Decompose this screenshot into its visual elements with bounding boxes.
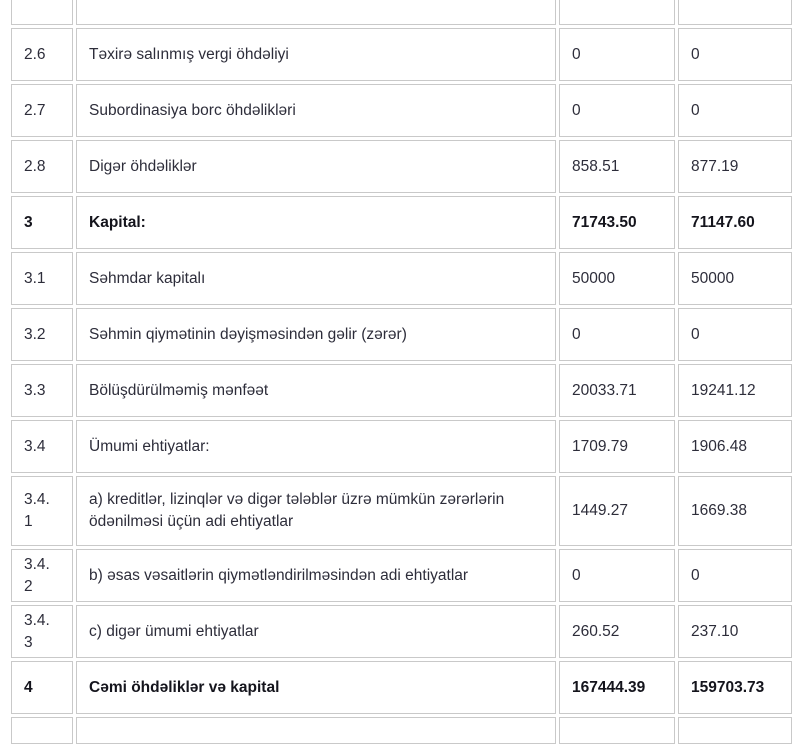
row-value1-cell: 858.51	[559, 140, 675, 193]
row-number-cell: 3.4.2	[11, 549, 73, 602]
row-label-cell	[76, 0, 556, 25]
row-value2-cell: 0	[678, 549, 792, 602]
row-number-cell: 2.8	[11, 140, 73, 193]
row-value1-cell	[559, 717, 675, 744]
row-value1-cell: 0	[559, 549, 675, 602]
row-label-cell: Bölüşdürülməmiş mənfəət	[76, 364, 556, 417]
row-label-cell: Təxirə salınmış vergi öhdəliyi	[76, 28, 556, 81]
row-value2-cell: 877.19	[678, 140, 792, 193]
row-label-cell: Ümumi ehtiyatlar:	[76, 420, 556, 473]
row-number-cell: 3.4.3	[11, 605, 73, 658]
table-row	[11, 140, 792, 193]
row-number-cell: 4	[11, 661, 73, 714]
table-row-section-total	[11, 196, 792, 249]
table-row	[11, 84, 792, 137]
row-number-cell: 3.1	[11, 252, 73, 305]
row-number-cell: 3.2	[11, 308, 73, 361]
row-value1-cell: 0	[559, 84, 675, 137]
row-number-cell: 2.7	[11, 84, 73, 137]
row-value1-cell: 1709.79	[559, 420, 675, 473]
row-label-cell: Cəmi öhdəliklər və kapital	[76, 661, 556, 714]
row-label-cell: Səhmin qiymətinin dəyişməsindən gəlir (zərər)	[76, 308, 556, 361]
row-value1-cell: 71743.50	[559, 196, 675, 249]
row-number-cell: 3.4.1	[11, 476, 73, 546]
row-number-cell	[11, 717, 73, 744]
table-row	[11, 28, 792, 81]
row-value2-cell: 237.10	[678, 605, 792, 658]
row-value1-cell	[559, 0, 675, 25]
row-value1-cell: 1449.27	[559, 476, 675, 546]
row-value2-cell: 50000	[678, 252, 792, 305]
row-value2-cell: 19241.12	[678, 364, 792, 417]
table-row	[11, 549, 792, 602]
row-value2-cell: 1906.48	[678, 420, 792, 473]
row-value2-cell: 0	[678, 28, 792, 81]
table-row-cutoff-top	[11, 0, 792, 25]
row-number-cell	[11, 0, 73, 25]
table-row	[11, 605, 792, 658]
table-row-cutoff-bottom	[11, 717, 792, 744]
row-value2-cell: 0	[678, 308, 792, 361]
row-value1-cell: 20033.71	[559, 364, 675, 417]
row-value2-cell	[678, 0, 792, 25]
row-value2-cell: 1669.38	[678, 476, 792, 546]
table-row	[11, 476, 792, 546]
row-number-cell: 3.4	[11, 420, 73, 473]
table-row	[11, 420, 792, 473]
row-label-cell: c) digər ümumi ehtiyatlar	[76, 605, 556, 658]
row-value2-cell: 71147.60	[678, 196, 792, 249]
row-label-cell	[76, 717, 556, 744]
row-number-cell: 3.3	[11, 364, 73, 417]
row-value2-cell: 0	[678, 84, 792, 137]
row-label-cell: Subordinasiya borc öhdəlikləri	[76, 84, 556, 137]
table-row-grand-total	[11, 661, 792, 714]
row-label-cell: a) kreditlər, lizinqlər və digər tələblər üzrə mümkün zərərlərin ödənilməsi üçün adi ehtiyatlar	[76, 476, 556, 546]
table-row	[11, 364, 792, 417]
row-value1-cell: 0	[559, 308, 675, 361]
row-number-cell: 3	[11, 196, 73, 249]
row-value2-cell: 159703.73	[678, 661, 792, 714]
row-value1-cell: 167444.39	[559, 661, 675, 714]
balance-sheet-table	[8, 0, 795, 747]
table-row	[11, 308, 792, 361]
row-value1-cell: 0	[559, 28, 675, 81]
row-label-cell: Kapital:	[76, 196, 556, 249]
row-value1-cell: 260.52	[559, 605, 675, 658]
row-number-cell: 2.6	[11, 28, 73, 81]
row-value1-cell: 50000	[559, 252, 675, 305]
row-label-cell: Səhmdar kapitalı	[76, 252, 556, 305]
row-label-cell: Digər öhdəliklər	[76, 140, 556, 193]
table-row	[11, 252, 792, 305]
row-label-cell: b) əsas vəsaitlərin qiymətləndirilməsindən adi ehtiyatlar	[76, 549, 556, 602]
row-value2-cell	[678, 717, 792, 744]
